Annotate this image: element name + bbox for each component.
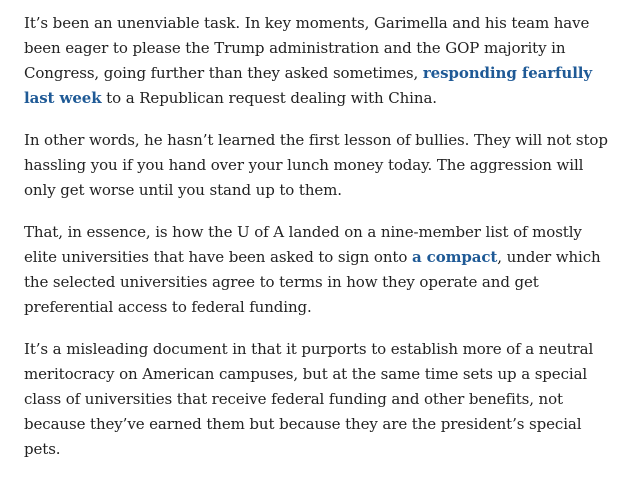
paragraph-1-text-after: to a Republican request dealing with China.: [101, 89, 437, 107]
paragraph-1-text-before: It’s been an unenviable task. In key moments, Garimella and his team have been eager to please the Trump administration and the GOP majority in Congress, going further than they asked sometimes,: [24, 14, 590, 82]
paragraph-4: It’s a misleading document in that it purports to establish more of a neutral meritocracy on American campuses, but at the same time sets up a special class of universities that receive federal funding and other benefits, not because they’ve earned them but because they are the president’s special pets.: [24, 340, 594, 458]
paragraph-1: [24, 11, 616, 111]
paragraph-2: In other words, he hasn’t learned the first lesson of bullies. They will not stop hassling you if you hand over your lunch money today. The aggression will only get worse until you stand up to them.: [24, 131, 608, 199]
compact-link[interactable]: a compact: [411, 248, 498, 266]
article-body: [24, 11, 616, 479]
paragraph-3-text-after: , under which the selected universities agree to terms in how they operate and get preferential access to federal funding.: [24, 248, 601, 316]
paragraph-3: [24, 220, 616, 320]
responding-fearfully-link[interactable]: responding fearfully last week: [24, 64, 593, 107]
paragraph-3-text-before: That, in essence, is how the U of A landed on a nine-member list of mostly elite universities that have been asked to sign onto: [24, 223, 582, 266]
